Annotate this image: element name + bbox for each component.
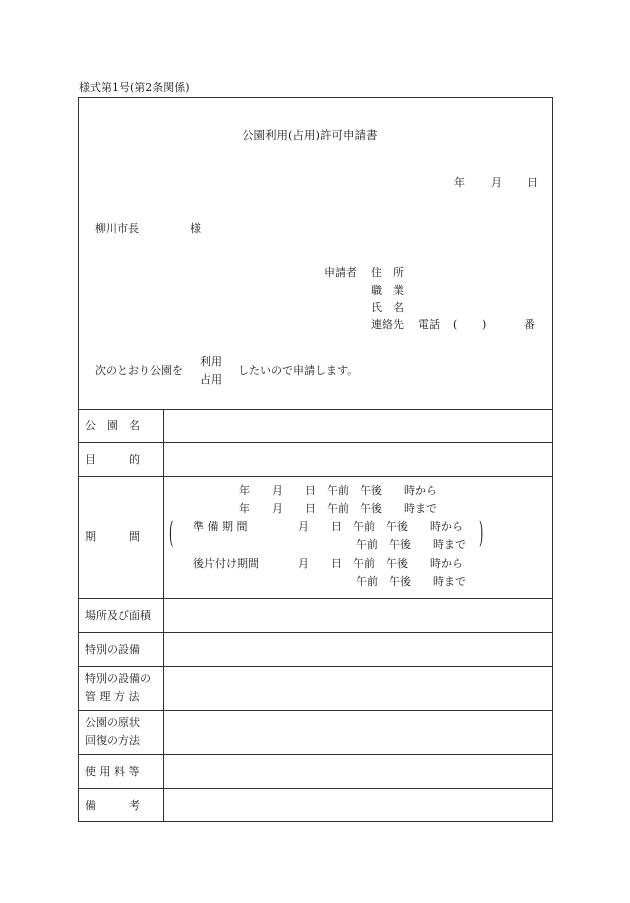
form-title: 公園利用(占用)許可申請書 xyxy=(242,128,378,142)
equipment-management-label-1: 特別の設備の xyxy=(85,672,151,685)
special-equipment-label: 特別の設備 xyxy=(85,643,140,656)
date-month-field[interactable]: 月 xyxy=(491,176,502,189)
period-paren-close: ) xyxy=(479,516,484,551)
request-prefix: 次のとおり公園を xyxy=(95,364,183,377)
place-area-label: 場所及び面積 xyxy=(85,609,151,622)
addressee-honorific: 様 xyxy=(190,222,201,235)
form-number-label: 様式第1号(第2条関係) xyxy=(79,81,190,94)
purpose-label: 目 的 xyxy=(85,453,140,466)
equipment-management-input[interactable] xyxy=(164,667,552,710)
applicant-occupation-field[interactable]: 職 業 xyxy=(371,284,404,297)
applicant-label: 申請者 xyxy=(324,266,357,279)
fees-label: 使 用 料 等 xyxy=(85,765,140,778)
equipment-management-label-2: 管 理 方 法 xyxy=(85,690,140,703)
phone-ban-label: 番 xyxy=(524,318,535,331)
application-form xyxy=(78,97,553,822)
special-equipment-input[interactable] xyxy=(164,633,552,666)
applicant-name-field[interactable]: 氏 名 xyxy=(371,301,404,314)
prep-period-label: 準 備 期 間 xyxy=(193,520,248,533)
request-option-occupy[interactable]: 占用 xyxy=(200,373,222,386)
restoration-label-1: 公園の原状 xyxy=(85,716,140,729)
request-suffix: したいので申請します。 xyxy=(238,364,359,377)
date-day-field[interactable]: 日 xyxy=(527,176,538,189)
addressee-name: 柳川市長 xyxy=(95,222,139,235)
fees-input[interactable] xyxy=(164,755,552,788)
cleanup-end-line[interactable]: 午前 午後 時まで xyxy=(356,575,466,588)
remarks-label: 備 考 xyxy=(85,799,140,812)
park-name-input[interactable] xyxy=(164,410,552,442)
remarks-input[interactable] xyxy=(164,789,552,822)
period-label: 期 間 xyxy=(85,530,140,543)
phone-paren-open: ( xyxy=(453,318,458,331)
row-divider xyxy=(79,476,552,477)
restoration-label-2: 回復の方法 xyxy=(85,734,140,747)
request-option-use[interactable]: 利用 xyxy=(200,355,222,368)
date-year-field[interactable]: 年 xyxy=(454,176,465,189)
applicant-address-field[interactable]: 住 所 xyxy=(371,266,404,279)
phone-paren-close: ) xyxy=(482,318,487,331)
prep-end-line[interactable]: 午前 午後 時まで xyxy=(356,538,466,551)
cleanup-start-line[interactable]: 月 日 午前 午後 時から xyxy=(298,557,463,570)
applicant-contact-label: 連絡先 xyxy=(371,318,404,331)
period-start-line[interactable]: 年 月 日 午前 午後 時から xyxy=(239,484,437,497)
park-name-label: 公 園 名 xyxy=(85,419,140,432)
period-paren-open: ( xyxy=(169,516,174,551)
place-area-input[interactable] xyxy=(164,599,552,632)
restoration-input[interactable] xyxy=(164,711,552,754)
prep-start-line[interactable]: 月 日 午前 午後 時から xyxy=(298,520,463,533)
applicant-phone-field[interactable]: 電話 xyxy=(418,318,440,331)
cleanup-period-label: 後片付け期間 xyxy=(193,557,259,570)
period-end-line[interactable]: 年 月 日 午前 午後 時まで xyxy=(239,502,437,515)
purpose-input[interactable] xyxy=(164,443,552,476)
